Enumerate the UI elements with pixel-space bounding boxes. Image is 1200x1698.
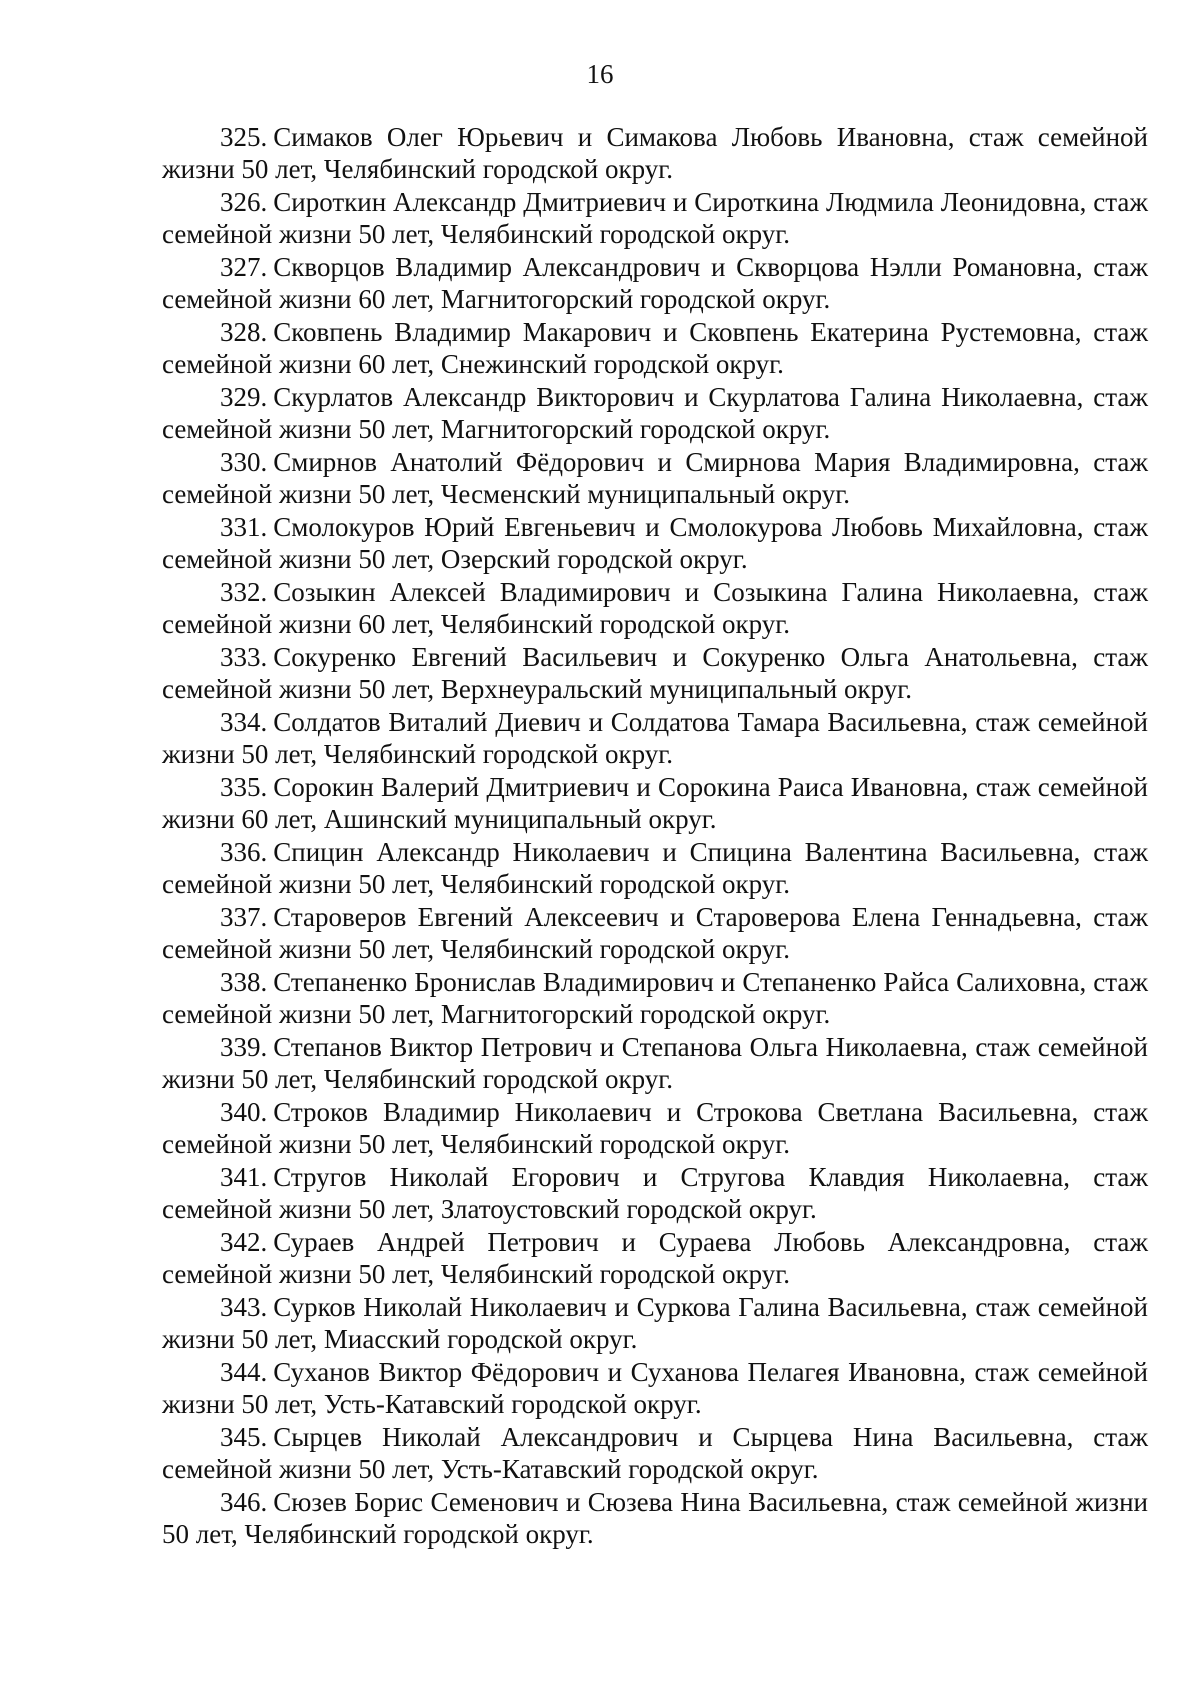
entry-number: 338. xyxy=(220,967,268,997)
entry-text: Сырцев Николай Александрович и Сырцева Нина Васильевна, стаж семейной жизни 50 лет, Усть-Катавский городской округ. xyxy=(162,1422,1148,1484)
list-item xyxy=(162,251,1148,315)
entry-text: Смолокуров Юрий Евгеньевич и Смолокурова Любовь Михайловна, стаж семейной жизни 50 лет, Озерский городской округ. xyxy=(162,512,1148,574)
entry-text: Степанов Виктор Петрович и Степанова Ольга Николаевна, стаж семейной жизни 50 лет, Челябинский городской округ. xyxy=(162,1032,1148,1094)
entry-number: 329. xyxy=(220,382,268,412)
entry-text: Спицин Александр Николаевич и Спицина Валентина Васильевна, стаж семейной жизни 50 лет, Челябинский городской округ. xyxy=(162,837,1148,899)
entry-number: 333. xyxy=(220,642,268,672)
entry-number: 339. xyxy=(220,1032,268,1062)
entry-text: Сюзев Борис Семенович и Сюзева Нина Васильевна, стаж семейной жизни 50 лет, Челябинский городской округ. xyxy=(162,1487,1148,1549)
list-item xyxy=(162,1031,1148,1095)
list-item xyxy=(162,901,1148,965)
entry-text: Созыкин Алексей Владимирович и Созыкина Галина Николаевна, стаж семейной жизни 60 лет, Челябинский городской округ. xyxy=(162,577,1148,639)
entry-text: Сковпень Владимир Макарович и Сковпень Екатерина Рустемовна, стаж семейной жизни 60 лет, Снежинский городской округ. xyxy=(162,317,1148,379)
entry-text: Скворцов Владимир Александрович и Скворцова Нэлли Романовна, стаж семейной жизни 60 лет, Магнитогорский городской округ. xyxy=(162,252,1148,314)
entry-text: Староверов Евгений Алексеевич и Староверова Елена Геннадьевна, стаж семейной жизни 50 лет, Челябинский городской округ. xyxy=(162,902,1148,964)
list-item xyxy=(162,836,1148,900)
list-item xyxy=(162,446,1148,510)
list-item xyxy=(162,1096,1148,1160)
entry-number: 326. xyxy=(220,187,268,217)
entry-text: Степаненко Бронислав Владимирович и Степаненко Райса Салиховна, стаж семейной жизни 50 лет, Магнитогорский городской округ. xyxy=(162,967,1148,1029)
list-item xyxy=(162,966,1148,1030)
entry-number: 336. xyxy=(220,837,268,867)
entry-number: 344. xyxy=(220,1357,268,1387)
entry-number: 327. xyxy=(220,252,268,282)
list-item xyxy=(162,771,1148,835)
entry-text: Симаков Олег Юрьевич и Симакова Любовь Ивановна, стаж семейной жизни 50 лет, Челябинский городской округ. xyxy=(162,122,1148,184)
entry-number: 346. xyxy=(220,1487,268,1517)
entry-number: 337. xyxy=(220,902,268,932)
entry-number: 331. xyxy=(220,512,268,542)
entry-number: 345. xyxy=(220,1422,268,1452)
entry-text: Солдатов Виталий Диевич и Солдатова Тамара Васильевна, стаж семейной жизни 50 лет, Челябинский городской округ. xyxy=(162,707,1148,769)
entry-text: Сокуренко Евгений Васильевич и Сокуренко Ольга Анатольевна, стаж семейной жизни 50 лет, Верхнеуральский муниципальный округ. xyxy=(162,642,1148,704)
entry-number: 325. xyxy=(220,122,268,152)
entry-number: 335. xyxy=(220,772,268,802)
list-item xyxy=(162,641,1148,705)
list-item xyxy=(162,576,1148,640)
entry-number: 340. xyxy=(220,1097,268,1127)
entry-list xyxy=(162,121,1148,1551)
entry-text: Суханов Виктор Фёдорович и Суханова Пелагея Ивановна, стаж семейной жизни 50 лет, Усть-Катавский городской округ. xyxy=(162,1357,1148,1419)
list-item xyxy=(162,381,1148,445)
list-item xyxy=(162,1226,1148,1290)
list-item xyxy=(162,186,1148,250)
list-item xyxy=(162,121,1148,185)
entry-number: 341. xyxy=(220,1162,268,1192)
entry-number: 342. xyxy=(220,1227,268,1257)
entry-number: 328. xyxy=(220,317,268,347)
list-item xyxy=(162,1161,1148,1225)
list-item xyxy=(162,1356,1148,1420)
entry-number: 343. xyxy=(220,1292,268,1322)
entry-text: Строков Владимир Николаевич и Строкова Светлана Васильевна, стаж семейной жизни 50 лет, Челябинский городской округ. xyxy=(162,1097,1148,1159)
page-number: 16 xyxy=(586,59,614,89)
list-item xyxy=(162,1421,1148,1485)
entry-text: Сорокин Валерий Дмитриевич и Сорокина Раиса Ивановна, стаж семейной жизни 60 лет, Ашинский муниципальный округ. xyxy=(162,772,1148,834)
list-item xyxy=(162,1486,1148,1550)
entry-number: 330. xyxy=(220,447,268,477)
list-item xyxy=(162,1291,1148,1355)
list-item xyxy=(162,316,1148,380)
entry-text: Сурков Николай Николаевич и Суркова Галина Васильевна, стаж семейной жизни 50 лет, Миасский городской округ. xyxy=(162,1292,1148,1354)
entry-text: Смирнов Анатолий Фёдорович и Смирнова Мария Владимировна, стаж семейной жизни 50 лет, Чесменский муниципальный округ. xyxy=(162,447,1148,509)
entry-text: Сироткин Александр Дмитриевич и Сироткина Людмила Леонидовна, стаж семейной жизни 50 лет, Челябинский городской округ. xyxy=(162,187,1148,249)
entry-text: Сураев Андрей Петрович и Сураева Любовь Александровна, стаж семейной жизни 50 лет, Челябинский городской округ. xyxy=(162,1227,1148,1289)
entry-number: 332. xyxy=(220,577,268,607)
entry-number: 334. xyxy=(220,707,268,737)
entry-text: Скурлатов Александр Викторович и Скурлатова Галина Николаевна, стаж семейной жизни 50 лет, Магнитогорский городской округ. xyxy=(162,382,1148,444)
list-item xyxy=(162,511,1148,575)
list-item xyxy=(162,706,1148,770)
entry-text: Стругов Николай Егорович и Стругова Клавдия Николаевна, стаж семейной жизни 50 лет, Златоустовский городской округ. xyxy=(162,1162,1148,1224)
